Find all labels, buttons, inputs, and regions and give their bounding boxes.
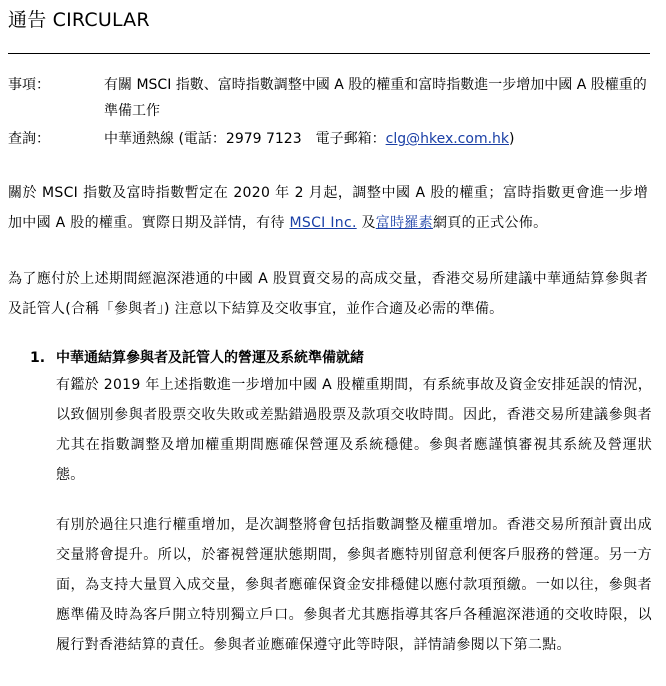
subject-value: 有關 MSCI 指數、富時指數調整中國 A 股的權重和富時指數進一步增加中國 A 股權重的準備工作 — [104, 77, 647, 119]
intro-paragraph — [8, 178, 648, 238]
enquiry-email-link[interactable]: clg@hkex.com.hk — [385, 131, 510, 147]
enquiry-value — [104, 126, 654, 152]
intro-text-1: 關於 MSCI 指數及富時指數暫定在 2020 年 2 月起，調整中國 A 股的權重；富時指數更會進一步增加中國 A 股的權重。實際日期及詳情，有待 — [8, 185, 648, 231]
ftse-russell-link[interactable]: 富時羅素 — [375, 215, 433, 231]
intro-text-3: 網頁的正式公佈。 — [432, 215, 548, 231]
purpose-paragraph: 為了應付於上述期間經滬深港通的中國 A 股買賣交易的高成交量，香港交易所建議中華通結算參與者及託管人(合稱「參與者」) 注意以下結算及交收事宜，並作合適及必需的準備。 — [8, 271, 648, 317]
intro-text-2: 及 — [356, 215, 376, 231]
enquiry-suffix: ) — [509, 131, 515, 147]
section-1-title: 中華通結算參與者及託管人的營運及系統準備就緒 — [56, 350, 364, 366]
enquiry-hotline: 中華通熱線 (電話：2979 7123 電子郵箱： — [104, 131, 386, 147]
enquiry-label: 查詢： — [8, 131, 50, 147]
subject-label: 事項： — [8, 77, 50, 93]
section-1-number: 1. — [30, 350, 46, 366]
msci-link[interactable]: MSCI Inc. — [289, 215, 357, 231]
section-1-paragraph-1: 有鑑於 2019 年上述指數進一步增加中國 A 股權重期間，有系統事故及資金安排延誤的情況，以致個別參與者股票交收失敗或差點錯過股票及款項交收時間。因此，香港交易所建議參與者尤其在指數調整及增加權重期間應確保營運及系統穩健。參與者應謹慎審視其系統及營運狀態。 — [56, 377, 652, 483]
page-title: 通告 CIRCULAR — [8, 9, 150, 31]
section-1-heading — [30, 345, 364, 371]
title-divider — [8, 53, 650, 54]
section-1-paragraph-2: 有別於過往只進行權重增加，是次調整將會包括指數調整及權重增加。香港交易所預計賣出成交量將會提升。所以，於審視營運狀態期間，參與者應特別留意利便客戶服務的營運。另一方面，為支持大量買入成交量，參與者應確保資金安排穩健以應付款項預繳。一如以往，參與者應準備及時為客戶開立特別獨立戶口。參與者尤其應指導其客戶各種滬深港通的交收時限，以履行對香港結算的責任。參與者並應確保遵守此等時限，詳情請參閱以下第二點。 — [56, 517, 652, 653]
